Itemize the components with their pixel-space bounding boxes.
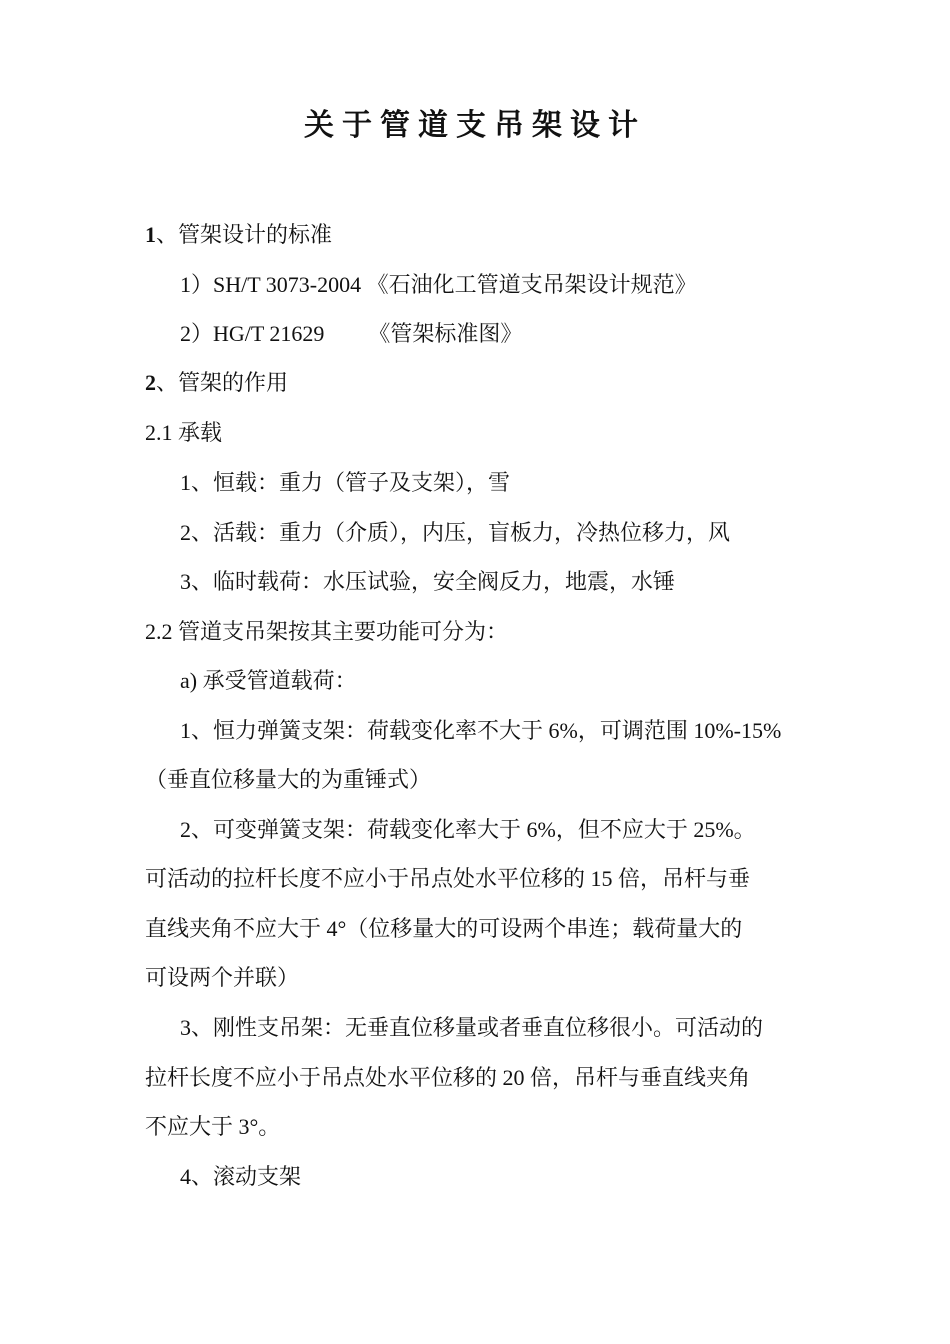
section-1-number: 1 bbox=[145, 222, 156, 247]
section-2-number: 2 bbox=[145, 370, 156, 395]
paragraph-2-line-2: 可活动的拉杆长度不应小于吊点处水平位移的 15 倍，吊杆与垂 bbox=[145, 866, 751, 891]
paragraph-3-line-1: 3、刚性支吊架：无垂直位移量或者垂直位移很小。可活动的 bbox=[180, 1015, 764, 1040]
paragraph-2-line-3: 直线夹角不应大于 4°（位移量大的可设两个串连；载荷量大的 bbox=[145, 916, 743, 941]
load-item-1: 1、恒载：重力（管子及支架），雪 bbox=[180, 470, 511, 495]
load-item-3: 3、临时载荷：水压试验，安全阀反力，地震，水锤 bbox=[180, 569, 676, 594]
paragraph-2-line-4: 可设两个并联） bbox=[145, 965, 300, 990]
paragraph-1-line-2: （垂直位移量大的为重锤式） bbox=[145, 767, 432, 792]
section-2-text: 、管架的作用 bbox=[156, 370, 289, 395]
function-a: a) 承受管道载荷： bbox=[180, 668, 357, 693]
section-1-text: 、管架设计的标准 bbox=[156, 222, 333, 247]
paragraph-3-line-2: 拉杆长度不应小于吊点处水平位移的 20 倍，吊杆与垂直线夹角 bbox=[145, 1065, 751, 1090]
document-title: 关于管道支吊架设计 bbox=[304, 108, 646, 143]
load-item-2: 2、活载：重力（介质），内压，盲板力，冷热位移力，风 bbox=[180, 520, 731, 545]
standard-item-2: 2）HG/T 21629 《管架标准图》 bbox=[180, 321, 523, 346]
standard-item-1: 1）SH/T 3073-2004 《石油化工管道支吊架设计规范》 bbox=[180, 272, 697, 297]
paragraph-3-line-3: 不应大于 3°。 bbox=[145, 1114, 281, 1139]
section-2-heading bbox=[145, 368, 288, 398]
paragraph-1-line-1: 1、恒力弹簧支架：荷载变化率不大于 6%，可调范围 10%-15% bbox=[180, 718, 782, 743]
subsection-2-2: 2.2 管道支吊架按其主要功能可分为： bbox=[145, 619, 509, 644]
subsection-2-1: 2.1 承载 bbox=[145, 420, 223, 445]
paragraph-4-line-1: 4、滚动支架 bbox=[180, 1164, 302, 1189]
paragraph-2-line-1: 2、可变弹簧支架：荷载变化率大于 6%，但不应大于 25%。 bbox=[180, 817, 756, 842]
section-1-heading bbox=[145, 220, 332, 250]
